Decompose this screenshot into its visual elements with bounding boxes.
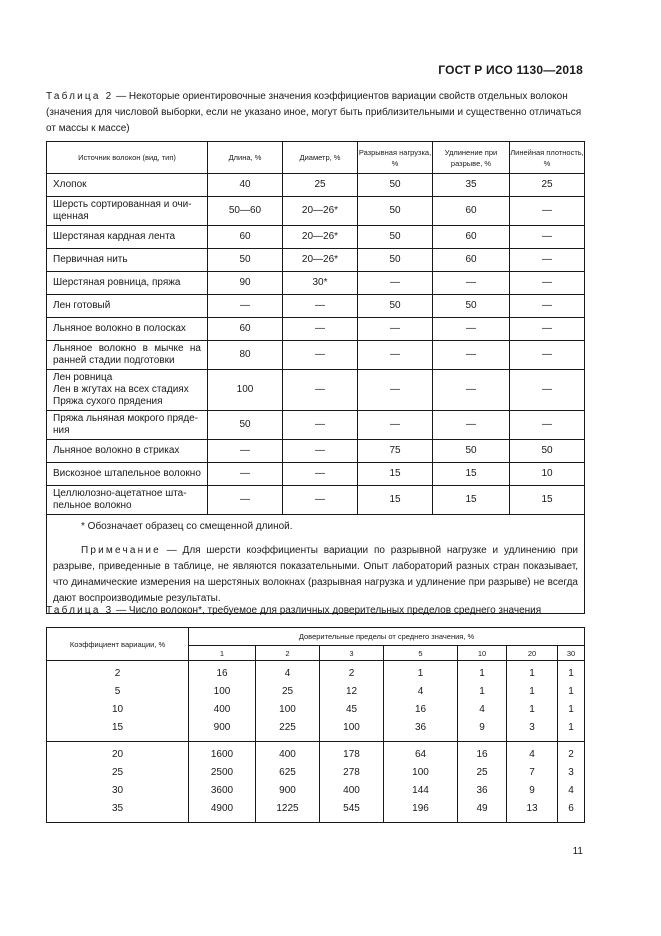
fiber-count-cell: 225 xyxy=(256,719,320,742)
table3-caption xyxy=(46,603,584,619)
value-cell: — xyxy=(510,272,585,295)
fiber-count-cell: 36 xyxy=(458,782,507,800)
value-cell: — xyxy=(510,341,585,370)
value-cell: 60 xyxy=(433,197,510,226)
fiber-count-cell: 100 xyxy=(384,764,458,782)
fiber-count-cell: 100 xyxy=(256,701,320,719)
fiber-count-cell: 4 xyxy=(458,701,507,719)
table3-row xyxy=(47,782,585,800)
table3-level-header: 30 xyxy=(558,646,585,661)
table3-col1-header: Коэффициент вариации, % xyxy=(47,628,189,661)
table3-group-header: Доверительные пределы от среднего значения, % xyxy=(189,628,585,646)
fiber-count-cell: 1 xyxy=(458,683,507,701)
source-cell: Вискозное штапельное волокно xyxy=(47,463,208,486)
table2-header-cell: Линейная плотность, % xyxy=(510,142,585,174)
fiber-count-cell: 36 xyxy=(384,719,458,742)
fiber-count-cell: 25 xyxy=(256,683,320,701)
fiber-count-cell: 1 xyxy=(558,683,585,701)
fiber-count-cell: 6 xyxy=(558,800,585,823)
value-cell: 35 xyxy=(433,174,510,197)
value-cell: 25 xyxy=(283,174,358,197)
table3-row xyxy=(47,800,585,823)
source-cell: Льняное волокно в полосках xyxy=(47,318,208,341)
fiber-count-cell: 144 xyxy=(384,782,458,800)
value-cell: — xyxy=(358,411,433,440)
fiber-count-cell: 12 xyxy=(320,683,384,701)
fiber-count-cell: 1225 xyxy=(256,800,320,823)
value-cell: 90 xyxy=(208,272,283,295)
table2-row xyxy=(47,486,585,515)
cv-cell: 5 xyxy=(47,683,189,701)
value-cell: — xyxy=(433,272,510,295)
table2-row xyxy=(47,440,585,463)
value-cell: — xyxy=(283,341,358,370)
value-cell: 60 xyxy=(433,249,510,272)
table2 xyxy=(46,141,585,614)
value-cell: 20—26* xyxy=(283,197,358,226)
table3-header-row xyxy=(47,628,585,646)
source-cell: Пряжа льняная мокрого пряде- ния xyxy=(47,411,208,440)
table2-row xyxy=(47,341,585,370)
table2-row xyxy=(47,197,585,226)
fiber-count-cell: 64 xyxy=(384,742,458,765)
value-cell: 60 xyxy=(208,318,283,341)
fiber-count-cell: 4 xyxy=(384,683,458,701)
table2-row xyxy=(47,249,585,272)
value-cell: 15 xyxy=(433,463,510,486)
fiber-count-cell: 400 xyxy=(256,742,320,765)
value-cell: — xyxy=(433,370,510,411)
source-cell: Льняное волокно в стриках xyxy=(47,440,208,463)
table2-caption-text: — Некоторые ориентировочные значения коэффициентов вариации свойств отдельных волокон (значения для числовой выборки, если не указано иное, могут быть приблизительными и существенно отличаться от массы к массе) xyxy=(46,91,582,134)
value-cell: — xyxy=(358,341,433,370)
fiber-count-cell: 100 xyxy=(189,683,256,701)
source-cell: Первичная нить xyxy=(47,249,208,272)
table3-level-header: 5 xyxy=(384,646,458,661)
value-cell: — xyxy=(510,295,585,318)
fiber-count-cell: 545 xyxy=(320,800,384,823)
table2-note xyxy=(47,534,584,613)
value-cell: — xyxy=(283,486,358,515)
cv-cell: 2 xyxy=(47,661,189,684)
value-cell: 75 xyxy=(358,440,433,463)
source-cell: Шерстяная кардная лента xyxy=(47,226,208,249)
value-cell: 50—60 xyxy=(208,197,283,226)
cv-cell: 35 xyxy=(47,800,189,823)
fiber-count-cell: 4 xyxy=(558,782,585,800)
fiber-count-cell: 196 xyxy=(384,800,458,823)
fiber-count-cell: 49 xyxy=(458,800,507,823)
value-cell: — xyxy=(208,486,283,515)
fiber-count-cell: 7 xyxy=(507,764,558,782)
table2-header-cell: Длина, % xyxy=(208,142,283,174)
value-cell: 60 xyxy=(208,226,283,249)
fiber-count-cell: 2500 xyxy=(189,764,256,782)
table3-row xyxy=(47,683,585,701)
value-cell: — xyxy=(358,272,433,295)
value-cell: — xyxy=(283,370,358,411)
value-cell: — xyxy=(433,318,510,341)
value-cell: — xyxy=(283,295,358,318)
table3-row xyxy=(47,661,585,684)
source-cell: Льняное волокно в мычке на ранней стадии подготовки xyxy=(47,341,208,370)
cv-cell: 20 xyxy=(47,742,189,765)
table2-row xyxy=(47,411,585,440)
table2-header-row xyxy=(47,142,585,174)
value-cell: 50 xyxy=(358,295,433,318)
value-cell: 50 xyxy=(358,197,433,226)
value-cell: — xyxy=(358,318,433,341)
fiber-count-cell: 625 xyxy=(256,764,320,782)
fiber-count-cell: 4 xyxy=(256,661,320,684)
page-number: 11 xyxy=(572,846,583,857)
fiber-count-cell: 2 xyxy=(558,742,585,765)
fiber-count-cell: 9 xyxy=(507,782,558,800)
table2-footnote: * Обозначает образец со смещенной длиной. xyxy=(81,521,293,532)
table2-label: Таблица 2 xyxy=(46,91,114,102)
value-cell: 15 xyxy=(358,463,433,486)
table2-header-cell: Удлинение при разрыве, % xyxy=(433,142,510,174)
table3-level-header: 20 xyxy=(507,646,558,661)
value-cell: — xyxy=(283,318,358,341)
fiber-count-cell: 3 xyxy=(558,764,585,782)
table3-row xyxy=(47,701,585,719)
value-cell: 50 xyxy=(358,249,433,272)
table2-footnote-cell xyxy=(47,515,585,614)
fiber-count-cell: 2 xyxy=(320,661,384,684)
value-cell: 100 xyxy=(208,370,283,411)
value-cell: — xyxy=(510,197,585,226)
fiber-count-cell: 178 xyxy=(320,742,384,765)
table3-level-header: 3 xyxy=(320,646,384,661)
value-cell: 15 xyxy=(358,486,433,515)
table3 xyxy=(46,627,585,823)
value-cell: 50 xyxy=(208,411,283,440)
cv-cell: 10 xyxy=(47,701,189,719)
value-cell: 25 xyxy=(510,174,585,197)
value-cell: — xyxy=(208,440,283,463)
fiber-count-cell: 100 xyxy=(320,719,384,742)
cv-cell: 25 xyxy=(47,764,189,782)
fiber-count-cell: 13 xyxy=(507,800,558,823)
fiber-count-cell: 400 xyxy=(320,782,384,800)
value-cell: — xyxy=(510,370,585,411)
value-cell: 30* xyxy=(283,272,358,295)
table3-row xyxy=(47,742,585,765)
note-text: — Для шерсти коэффициенты вариации по разрывной нагрузке и удлинению при разрыве, приведенные в таблице, не являются показательными. Опыт лабораторий разных стран показывает, что динамические измерения на шерстяных волокнах (разрывная нагрузка и удлинение при разрыве) не всегда дают воспроизводимые результаты. xyxy=(53,545,578,604)
value-cell: 50 xyxy=(510,440,585,463)
table2-footnote-row xyxy=(47,515,585,614)
value-cell: 60 xyxy=(433,226,510,249)
value-cell: — xyxy=(433,411,510,440)
fiber-count-cell: 25 xyxy=(458,764,507,782)
fiber-count-cell: 278 xyxy=(320,764,384,782)
table3-level-header: 10 xyxy=(458,646,507,661)
fiber-count-cell: 400 xyxy=(189,701,256,719)
fiber-count-cell: 4900 xyxy=(189,800,256,823)
value-cell: — xyxy=(283,440,358,463)
value-cell: 40 xyxy=(208,174,283,197)
fiber-count-cell: 45 xyxy=(320,701,384,719)
fiber-count-cell: 900 xyxy=(189,719,256,742)
table3-level-header: 1 xyxy=(189,646,256,661)
value-cell: 80 xyxy=(208,341,283,370)
table3-row xyxy=(47,764,585,782)
fiber-count-cell: 16 xyxy=(458,742,507,765)
table2-row xyxy=(47,370,585,411)
value-cell: 50 xyxy=(358,174,433,197)
value-cell: — xyxy=(358,370,433,411)
value-cell: — xyxy=(433,341,510,370)
value-cell: 20—26* xyxy=(283,249,358,272)
value-cell: 50 xyxy=(433,295,510,318)
fiber-count-cell: 1 xyxy=(558,719,585,742)
value-cell: 15 xyxy=(433,486,510,515)
source-cell: Целлюлозно-ацетатное шта- пельное волокно xyxy=(47,486,208,515)
fiber-count-cell: 1 xyxy=(384,661,458,684)
source-cell: Шерсть сортированная и очи- щенная xyxy=(47,197,208,226)
table3-level-header: 2 xyxy=(256,646,320,661)
cv-cell: 30 xyxy=(47,782,189,800)
value-cell: 15 xyxy=(510,486,585,515)
fiber-count-cell: 3 xyxy=(507,719,558,742)
fiber-count-cell: 1 xyxy=(507,661,558,684)
table2-caption xyxy=(46,89,584,137)
value-cell: — xyxy=(510,411,585,440)
table3-label: Таблица 3 xyxy=(46,605,114,616)
table2-row xyxy=(47,463,585,486)
fiber-count-cell: 1 xyxy=(558,661,585,684)
table2-row xyxy=(47,318,585,341)
note-label: Примечание xyxy=(81,545,161,556)
value-cell: 50 xyxy=(433,440,510,463)
table2-row xyxy=(47,226,585,249)
table2-header-cell: Диаметр, % xyxy=(283,142,358,174)
value-cell: 50 xyxy=(358,226,433,249)
fiber-count-cell: 16 xyxy=(384,701,458,719)
fiber-count-cell: 16 xyxy=(189,661,256,684)
fiber-count-cell: 900 xyxy=(256,782,320,800)
source-cell: Шерстяная ровница, пряжа xyxy=(47,272,208,295)
table2-row xyxy=(47,295,585,318)
table2-header-cell: Источник волокон (вид, тип) xyxy=(47,142,208,174)
value-cell: — xyxy=(510,249,585,272)
table2-row xyxy=(47,174,585,197)
document-header: ГОСТ Р ИСО 1130—2018 xyxy=(438,63,583,77)
fiber-count-cell: 9 xyxy=(458,719,507,742)
fiber-count-cell: 3600 xyxy=(189,782,256,800)
fiber-count-cell: 1 xyxy=(507,701,558,719)
table2-header-cell: Разрывная нагрузка, % xyxy=(358,142,433,174)
fiber-count-cell: 4 xyxy=(507,742,558,765)
fiber-count-cell: 1 xyxy=(558,701,585,719)
table2-row xyxy=(47,272,585,295)
source-cell: Лен готовый xyxy=(47,295,208,318)
source-cell: Хлопок xyxy=(47,174,208,197)
table3-row xyxy=(47,719,585,742)
value-cell: — xyxy=(208,463,283,486)
fiber-count-cell: 1600 xyxy=(189,742,256,765)
fiber-count-cell: 1 xyxy=(507,683,558,701)
value-cell: — xyxy=(283,463,358,486)
fiber-count-cell: 1 xyxy=(458,661,507,684)
value-cell: 20—26* xyxy=(283,226,358,249)
value-cell: 10 xyxy=(510,463,585,486)
value-cell: — xyxy=(510,318,585,341)
cv-cell: 15 xyxy=(47,719,189,742)
table3-caption-text: — Число волокон*, требуемое для различных доверительных пределов среднего значения xyxy=(113,605,542,616)
value-cell: 50 xyxy=(208,249,283,272)
source-cell: Лен ровница Лен в жгутах на всех стадиях Пряжа сухого прядения xyxy=(47,370,208,411)
value-cell: — xyxy=(283,411,358,440)
value-cell: — xyxy=(510,226,585,249)
value-cell: — xyxy=(208,295,283,318)
